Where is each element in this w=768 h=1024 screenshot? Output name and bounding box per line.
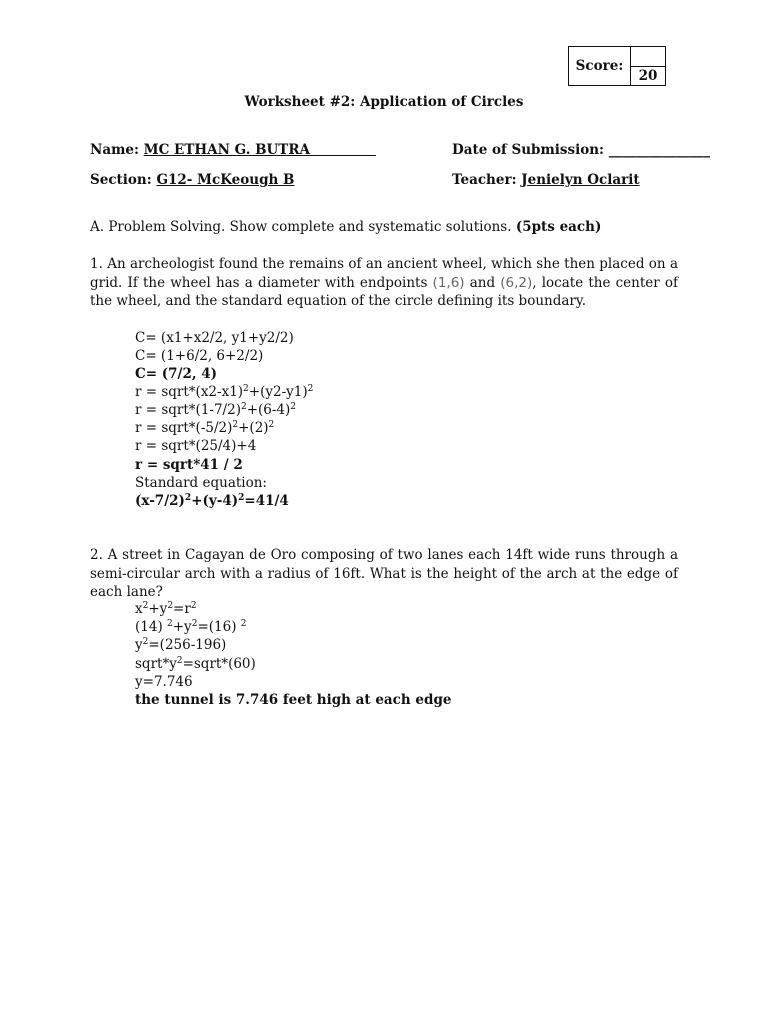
p1-step-6: $r = sqrt*(-5/2)^2+(2)^2$ <box>135 420 275 436</box>
p2-step-4: $sqrt*y^2=sqrt*(60)$ <box>135 656 256 672</box>
name-field <box>90 142 376 158</box>
p2-step-2: (14) $^2+y^2=(16)$ $^2$ <box>135 619 247 635</box>
score-box <box>568 46 666 86</box>
p2-step-3: $y^2=(256-196)$ <box>135 637 227 653</box>
endpoint-b: (6,2) <box>500 274 533 291</box>
p1-step-4: $r = sqrt*(x2-x1)^2+(y2-y1)^2$ <box>135 384 314 400</box>
p1-step-8: r = sqrt*41 / 2 <box>135 457 243 473</box>
name-value: MC ETHAN G. BUTRA <box>143 142 311 158</box>
instructions <box>90 219 601 235</box>
score-label: Score: <box>569 47 631 85</box>
score-value: 20 <box>638 68 658 84</box>
p2-step-5: y=7.746 <box>135 674 193 690</box>
p2-conclusion: the tunnel is 7.746 feet high at each edge <box>135 692 452 708</box>
p1-standard-equation-label: Standard equation: <box>135 475 267 491</box>
problem-1-text: 1. An archeologist found the remains of an ancient wheel, which she then placed on a grid. If the wheel has a diameter with endpoints (1,6) and (6,2), locate the center of the wheel, and the standard equation of the circle defining its boundary. <box>90 256 678 309</box>
instructions-text: A. Problem Solving. Show complete and systematic solutions. <box>90 219 516 235</box>
section-label: Section: <box>90 172 157 188</box>
section-value: G12- McKeough B <box>156 172 295 188</box>
teacher-field <box>452 172 640 188</box>
p1-step-3: C= (7/2, 4) <box>135 366 218 382</box>
p1-standard-equation: $(x-7/2)^2+(y-4)^2=41/4$ <box>135 493 289 509</box>
score-top-cell <box>631 47 665 67</box>
p1-step-5: $r = sqrt*(1-7/2)^2+(6-4)^2$ <box>135 402 297 418</box>
teacher-value: Jenielyn Oclarit <box>521 172 640 188</box>
problem-2-text: 2. A street in Cagayan de Oro composing of two lanes each 14ft wide runs through a semi-circular arch with a radius of 16ft. What is the height of the arch at the edge of each lane? <box>90 547 678 600</box>
date-field <box>452 142 710 158</box>
teacher-label: Teacher: <box>452 172 522 188</box>
section-field <box>90 172 294 188</box>
date-label: Date of Submission: <box>452 142 609 158</box>
name-label: Name: <box>90 142 144 158</box>
endpoint-a: (1,6) <box>432 274 465 291</box>
p2-step-1: $x^2+y^2=r^2$ <box>135 601 197 617</box>
p1-step-7: r = sqrt*(25/4)+4 <box>135 438 257 454</box>
date-blank: _______________ <box>608 142 710 158</box>
instructions-points: (5pts each) <box>515 219 602 235</box>
p1-step-2: C= (1+6/2, 6+2/2) <box>135 348 264 364</box>
worksheet-title: Worksheet #2: Application of Circles <box>244 94 524 110</box>
p1-step-1: C= (x1+x2/2, y1+y2/2) <box>135 330 294 346</box>
